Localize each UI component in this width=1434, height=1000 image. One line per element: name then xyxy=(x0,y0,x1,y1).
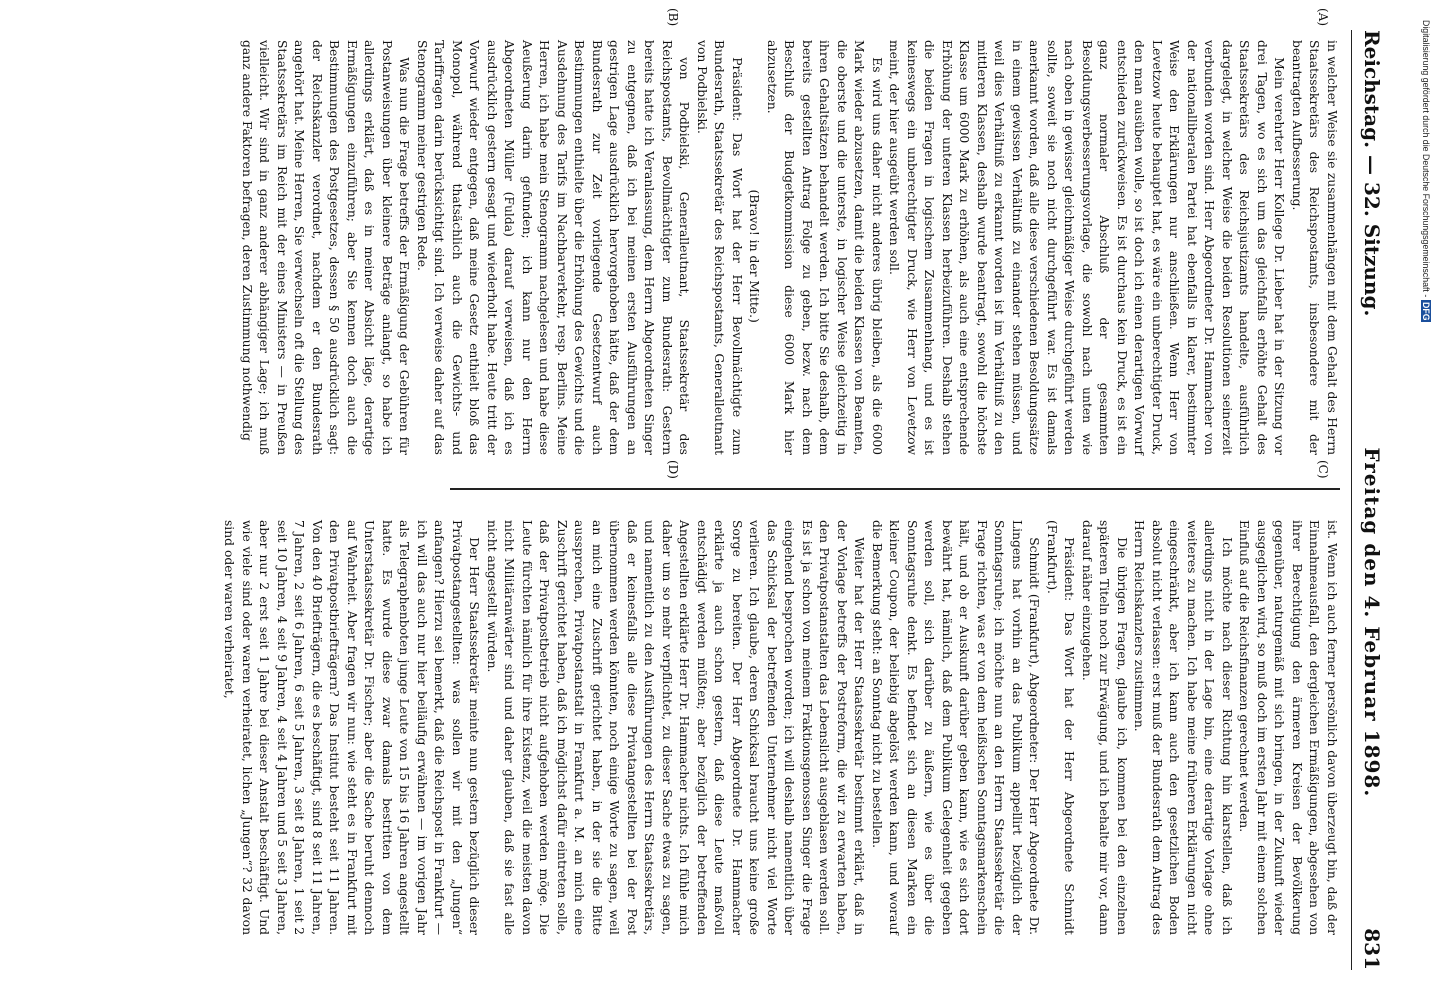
text-column-right xyxy=(222,520,1340,935)
paragraph: Schmidt (Frankfurt), Abgeordneter: Der Herr Abgeordnete Dr. Lingens hat vorhin an das Publikum appellirt bezüglich der Sonntagsruhe; ich möchte nun an den Herrn Staatssekretär die Frage richten, was er von dem heißischen Sonntagsmarkenschein hält, und ob er Auskunft darüber geben kann, wie es sich dort bewährt hat, nämlich, daß dem Publikum Gelegenheit gegeben werden soll, sich darüber zu äußern, wie es über die Sonntagsruhe denkt. Es befindet sich an diesen Marken ein kleiner Coupon, der beliebig abgelöst werden kann, und worauf die Bemerkung steht: an Sonntag nicht zu bestellen. xyxy=(870,520,1042,935)
paragraph: ist. Wenn ich auch ferner persönlich davon überzeugt bin, daß der Einnahmeausfall, den dergleichen Ermäßigungen, abgesehen von ihrer Berechtigung den ärmeren Kreisen der Bevölkerung gegenüber, naturgemäß mit sich bringen, in der Zukunft wieder ausgeglichen wird, so muß doch im ersten Jahr mit einem solchen Einfluß auf die Reichsfinanzen gerechnet werden. xyxy=(1237,520,1339,935)
dfg-logo: DFG xyxy=(1421,301,1431,321)
digitization-credit xyxy=(1419,20,1431,990)
page-header xyxy=(1351,30,1392,970)
margin-mark-d: (D) xyxy=(666,460,680,479)
paragraph: Präsident: Das Wort hat der Herr Abgeordnete Schmidt (Frankfurt). xyxy=(1045,520,1077,935)
paragraph: Die übrigen Fragen, glaube ich, kommen bei den einzelnen späteren Titeln noch zur Erwägung, und ich behalte mir vor, dann darauf näher einzugehen. xyxy=(1080,520,1129,935)
paragraph: Ich möchte nach dieser Richtung hin klarstellen, daß ich allerdings nicht in der Lage bin, eine derartige Vorlage ohne weiteres zu machen. Ich habe meine früheren Erklärungen nicht eingeschränkt, aber ich kann auch den gesetzlichen Boden absolut nicht verlassen: erst muß der Bundesrath dem Antrag des Herrn Reichskanzlers zustimmen. xyxy=(1132,520,1234,935)
header-session: Reichstag. — 32. Sitzung. xyxy=(1360,30,1384,317)
paragraph: Mein verehrter Herr Kollege Dr. Lieber hat in der Sitzung vor drei Tagen, wo es sich um das gleichfalls erhöhte Gehalt des Staatssekretärs des Reichsjustizamts handelte, ausführlich dargelegt, in welcher Weise die beiden Resolutionen seinerzeit verbunden worden sind. Herr Abgeordneter Dr. Hammacher von der nationalliberalen Partei hat ebenfalls in klarer, bestimmter Weise den Erklärungen nur anschließen. Wenn Herr von Levetzow heute behauptet hat, es wäre ein unberechtigter Druck, den man ausüben wolle, so ist doch ich einen derartigen Vorwurf entschieden zurückweisen. Es ist durchaus kein Druck, es ist ein ganz normaler Abschluß der gesammten Besoldungsverbesserungsvorlage, die sowohl nach unten wie nach oben in gewisser gleichmäßiger Weise durchgeführt werden sollte, soweit sie noch nicht durchgeführt war. Es ist damals anerkannt worden, daß alle diese verschiedenen Besoldungssätze in einem gewissen Verhältniß zu einander stehen müssen, und weil dies Verhältniß zu erkannt worden ist im Verhältniß zu den mittleren Klassen, deshalb wurde beantragt, sowohl die höchste Klasse um 6000 Mark zu erhöhen, als auch eine entsprechende Erhöhung der unteren Klassen herbeizuführen. Deshalb stehen die beiden Fragen in logischem Zusammenhang, und es ist keineswegs ein unberechtigter Druck, wie Herr von Levetzow meint, der hier ausgeübt werden soll. xyxy=(887,40,1287,455)
paragraph: Es wird uns daher nicht anderes übrig bleiben, als die 6000 Mark wieder abzusetzen, damit die beiden Klassen von Beamten, die oberste und die unterste, in logischer Weise gleichzeitig in ihren Gehaltsätzen behandelt werden. Ich bitte Sie deshalb, dem bereits gestellten Antrag Folge zu geben, bezw. nach dem Beschluß der Budgetkommission diese 6000 Mark hier abzusetzen. xyxy=(765,40,884,455)
paragraph: (Bravo! in der Mitte.) xyxy=(747,189,762,323)
paragraph: Was nun die Frage betreffs der Ermäßigung der Gebühren für Postanweisungen über kleinere Beträge anlangt, so habe ich allerdings erklärt, daß es in meiner Absicht läge, derartige Ermäßigungen einzuführen; aber Sie kennen doch auch die Bestimmungen des Postgesetzes, dessen § 50 ausdrücklich sagt: der Reichskanzler verordnet, nachdem er den Bundesrath angehört hat. Meine Herren, Sie verwechseln oft die Stellung des Staatssekretärs im Reich mit der eines Ministers — in Preußen vielleicht. Wir sind in ganz anderer abhängiger Lage; ich muß ganz andere Faktoren befragen, deren Zustimmung nothwendig xyxy=(240,40,412,455)
paragraph: Weiter hat der Herr Staatssekretär bestimmt erklärt, daß in der Vorlage betreffs der Postreform, die wir zu erwarten haben, den Privatpostanstalten das Lebenslicht ausgeblasen werden soll. Es ist ja schon von meinem Fraktionsgenossen Singer die Frage eingehend besprochen worden; ich will deshalb namentlich über das Schicksal der betreffenden Unternehmer nicht viel Worte verlieren. Ich glaube, deren Schicksal braucht uns keine große Sorge zu bereiten. Der Herr Abgeordnete Dr. Hammacher erklärte ja auch schon gestern, daß diese Leute maßvoll entschädigt werden müßten; aber bezüglich der betreffenden Angestellten erklärte Herr Dr. Hammacher nichts. Ich fühle mich daher um so mehr verpflichtet, zu dieser Sache etwas zu sagen, und namentlich zu den Ausführungen des Herrn Staatssekretärs, daß er keinesfalls alle diese Privatangestellten bei der Post übernommen werden könnten, noch einige Worte zu sagen, weil an mich eine Zuschrift gerichtet haben, in der sie die Bitte aussprechen, Privatpostanstalt in Frankfurt a. M. an mich eine Zuschrift gerichtet haben, daß ich möglichst dafür eintreten solle, daß der Privatpostbetrieb nicht aufgehoben werden möge. Die Leute fürchten nämlich für ihre Existenz, weil die meisten davon nicht Militäranwärter sind und daher glauben, daß sie fast alle nicht angestellt würden. xyxy=(485,520,867,935)
credit-text: Digitalisierung gefördert durch die Deutsche Forschungsgemeinschaft - xyxy=(1421,20,1431,300)
text-column-left xyxy=(240,40,1340,455)
paragraph: von Podbielski, Generalleutnant, Staatssekretär des Reichspostamts, Bevollmächtigter zum Bundesrath: Gestern bereits hatte ich Veranlassung, dem Herrn Abgeordneten Singer zu entgegnen, daß ich bei meinen ersten Ausführungen an gestrigen Lage ausdrücklich hervorgehoben hätte, daß der dem Bundesrath zur Zeit vorliegende Gesetzentwurf auch Bestimmungen enthielte über die Erhöhung des Gewichts und die Ausdehnung des Tarifs im Nachbarverkehr, resp. Berlins. Meine Herren, ich habe mein Stenogramm nachgelesen und habe diese Aeußerung darin gefunden; ich kann nur den Herrn Abgeordneten Müller (Fulda) darauf verweisen, daß ich es ausdrücklich gestern gesagt und wiederholt habe. Heute tritt der Vorwurf wieder entgegen, daß meine Gesetz enthielt bloß das Monopol, während thatsächlich auch die Gewichts- und Tariffragen darin berücksichtigt sind. Ich verweise daher auf das Stenogramm meiner gestrigen Rede. xyxy=(415,40,692,455)
margin-mark-c: (C) xyxy=(1316,460,1330,479)
page-number: 831 xyxy=(1360,928,1384,970)
column-divider xyxy=(450,488,1340,490)
paragraph: Präsident: Das Wort hat der Herr Bevollmächtigte zum Bundesrath, Staatssekretär des Reichspostamts, Generalleutnant von Podbielski. xyxy=(695,40,744,455)
margin-mark-a: (A) xyxy=(1316,8,1330,27)
margin-mark-b: (B) xyxy=(666,8,680,27)
paragraph: in welcher Weise sie zusammenhängen mit dem Gehalt des Herrn Staatssekretärs des Reichspostamts, insbesondere mit der beantragten Aufbesserung. xyxy=(1290,40,1339,455)
header-date: Freitag den 4. Februar 1898. xyxy=(1360,447,1384,798)
paragraph: Der Herr Staatssekretär meinte nun gestern bezüglich dieser Privatpostangestellten: was sollen wir mit den „Jungen“ anfangen? Hierzu sei bemerkt, daß die Reichspost in Frankfurt — ich will das auch nur hier beiläufig erwähnen — im vorigen Jahr als Telegraphenboten junge Leute von 15 bis 16 Jahren angestellt hatte. Es wurde diese zwar damals bestritten von dem Unterstaatssekretär Dr. Fischer; aber die Sache beruht dennoch auf Wahrheit. Aber fragen wir nun: wie steht es in Frankfurt mit den Privatpostbriefträgern? Das Institut besteht seit 11 Jahren. Von den 40 Briefträgern, die es beschäftigt, sind 8 seit 11 Jahren, 7 Jahren, 2 seit 6 Jahren, 6 seit 5 Jahren, 3 seit 8 Jahren, 1 seit 2 seit 10 Jahren, 4 seit 9 Jahren, 4 seit 4 Jahren und 5 seit 3 Jahren, aber nur 2 erst seit 1 Jahre bei dieser Anstalt beschäftigt. Und wie viele sind oder waren verheiratet, lichen „Jungen“? 32 davon sind oder waren verheiratet, xyxy=(222,520,482,935)
